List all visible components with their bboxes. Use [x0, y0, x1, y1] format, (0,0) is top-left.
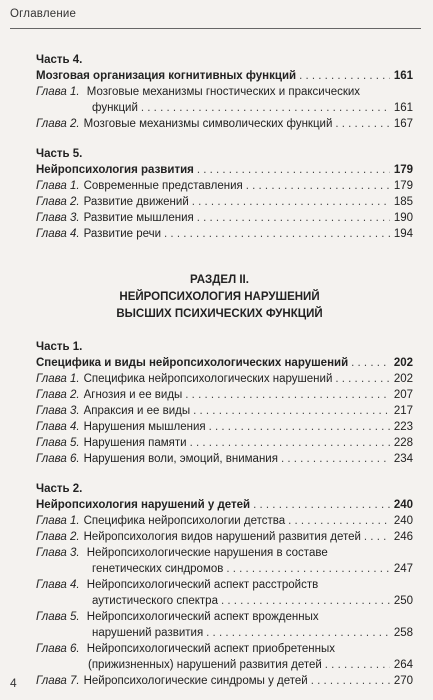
- dot-leader: [197, 210, 390, 226]
- page-ref: 161: [393, 102, 413, 114]
- page-ref: 228: [393, 437, 413, 449]
- chapter-label: Глава 2.: [36, 118, 80, 130]
- chapter-title-continued: генетических синдромов: [92, 563, 224, 575]
- chapter-label: Глава 2.: [36, 196, 80, 208]
- page-ref: 202: [393, 357, 413, 369]
- toc-entry[interactable]: [36, 513, 413, 529]
- toc-entry-first-line[interactable]: [36, 577, 413, 593]
- chapter-label: Глава 3.: [36, 547, 80, 559]
- page-ref: 194: [393, 228, 413, 240]
- chapter-label: Глава 5.: [36, 437, 80, 449]
- toc-entry[interactable]: [36, 371, 413, 387]
- chapter-label: Глава 7.: [36, 675, 80, 687]
- toc-entry-first-line[interactable]: [36, 84, 413, 100]
- page-ref: 223: [393, 421, 413, 433]
- toc-entry-first-line[interactable]: [36, 641, 413, 657]
- chapter-title: Апраксия и ее виды: [83, 405, 191, 417]
- page-ref: 250: [393, 595, 413, 607]
- chapter-title: Нарушения воли, эмоций, внимания: [83, 453, 278, 465]
- dot-leader: [335, 371, 390, 387]
- chapter-label: Глава 3.: [36, 212, 80, 224]
- page-ref: 270: [393, 675, 413, 687]
- chapter-label: Глава 4.: [36, 228, 80, 240]
- toc-entry[interactable]: [36, 403, 413, 419]
- header-rule: [10, 28, 421, 29]
- page-ref: 207: [393, 389, 413, 401]
- chapter-label: Глава 4.: [36, 579, 80, 591]
- toc-entry[interactable]: [36, 529, 413, 545]
- dot-leader: [193, 403, 390, 419]
- chapter-title: Нарушения мышления: [83, 421, 206, 433]
- chapter-label: Глава 1.: [36, 180, 80, 192]
- dot-leader: [351, 355, 390, 371]
- dot-leader: [206, 625, 390, 641]
- dot-leader: [192, 194, 390, 210]
- page-ref: 167: [393, 118, 413, 130]
- chapter-title: Нейропсихология видов нарушений развития детей: [83, 531, 361, 543]
- dot-leader: [253, 497, 390, 513]
- toc-entry[interactable]: [36, 435, 413, 451]
- chapter-title: Мозговые механизмы символических функций: [83, 118, 333, 130]
- chapter-title: Развитие речи: [83, 228, 162, 240]
- part-4-label: Часть 4.: [36, 54, 83, 66]
- dot-leader: [325, 657, 390, 673]
- chapter-title-continued: (прижизненных) нарушений развития детей: [88, 659, 322, 671]
- section-title-line-1: НЕЙРОПСИХОЛОГИЯ НАРУШЕНИЙ: [119, 291, 320, 303]
- toc-entry[interactable]: [36, 657, 413, 673]
- dot-leader: [311, 673, 390, 689]
- toc-entry[interactable]: [36, 194, 413, 210]
- toc-entry[interactable]: [36, 419, 413, 435]
- chapter-title: Современные представления: [83, 180, 243, 192]
- dot-leader: [197, 162, 390, 178]
- toc-entry[interactable]: [36, 226, 413, 242]
- dot-leader: [281, 451, 390, 467]
- dot-leader: [246, 178, 390, 194]
- s2-part-2-title-row[interactable]: [36, 497, 413, 513]
- page-ref: 202: [393, 373, 413, 385]
- chapter-label: Глава 1.: [36, 373, 80, 385]
- running-head: Оглавление: [10, 8, 77, 20]
- chapter-label: Глава 2.: [36, 531, 80, 543]
- page-ref: 234: [393, 453, 413, 465]
- page-ref: 161: [393, 70, 413, 82]
- page-ref: 179: [393, 164, 413, 176]
- s2-part-1-title-row[interactable]: [36, 355, 413, 371]
- chapter-label: Глава 3.: [36, 405, 80, 417]
- toc-entry[interactable]: [36, 451, 413, 467]
- chapter-title: Нейропсихологические нарушения в составе: [86, 547, 328, 559]
- dot-leader: [288, 513, 390, 529]
- page-ref: 258: [393, 627, 413, 639]
- dot-leader: [190, 435, 390, 451]
- toc-entry[interactable]: [36, 178, 413, 194]
- dot-leader: [141, 100, 390, 116]
- chapter-title: Мозговые механизмы гностических и праксических: [86, 86, 361, 98]
- toc-entry[interactable]: [36, 593, 413, 609]
- part-4-title-row[interactable]: [36, 68, 413, 84]
- chapter-title: Развитие движений: [83, 196, 189, 208]
- page-ref: 247: [393, 563, 413, 575]
- toc-entry[interactable]: [36, 210, 413, 226]
- toc-entry[interactable]: [36, 673, 413, 689]
- chapter-title: Специфика нейропсихологических нарушений: [83, 373, 333, 385]
- part-title: Мозговая организация когнитивных функций: [36, 70, 297, 82]
- part-5-label: Часть 5.: [36, 148, 83, 160]
- toc-entry[interactable]: [36, 387, 413, 403]
- page-ref: 246: [393, 531, 413, 543]
- chapter-title: Агнозия и ее виды: [83, 389, 183, 401]
- page-ref: 240: [393, 515, 413, 527]
- dot-leader: [364, 529, 390, 545]
- part-5-title-row[interactable]: [36, 162, 413, 178]
- dot-leader: [226, 561, 390, 577]
- chapter-label: Глава 1.: [36, 86, 80, 98]
- dot-leader: [335, 116, 390, 132]
- page-ref: 240: [393, 499, 413, 511]
- toc-entry[interactable]: [36, 625, 413, 641]
- chapter-title: Нейропсихологический аспект приобретенных: [86, 643, 336, 655]
- toc-entry[interactable]: [36, 116, 413, 132]
- chapter-label: Глава 1.: [36, 515, 80, 527]
- page-ref: 185: [393, 196, 413, 208]
- dot-leader: [209, 419, 390, 435]
- chapter-label: Глава 2.: [36, 389, 80, 401]
- chapter-title: Нейропсихологический аспект расстройств: [86, 579, 319, 591]
- part-title: Нейропсихология развития: [36, 164, 194, 176]
- toc-entry-first-line[interactable]: [36, 545, 413, 561]
- chapter-label: Глава 6.: [36, 643, 80, 655]
- chapter-label: Глава 5.: [36, 611, 80, 623]
- chapter-title: Нейропсихологический аспект врожденных: [86, 611, 319, 623]
- dot-leader: [221, 593, 390, 609]
- dot-leader: [185, 387, 390, 403]
- s2-part-1-label: Часть 1.: [36, 341, 83, 353]
- section-heading: РАЗДЕЛ II.: [190, 274, 249, 286]
- page-ref: 190: [393, 212, 413, 224]
- dot-leader: [164, 226, 390, 242]
- part-title: Нейропсихология нарушений у детей: [36, 499, 251, 511]
- chapter-title-continued: аутистического спектра: [92, 595, 218, 607]
- toc-content: [36, 52, 413, 689]
- chapter-title: Специфика нейропсихологии детства: [83, 515, 286, 527]
- chapter-title-continued: нарушений развития: [92, 627, 204, 639]
- s2-part-2-label: Часть 2.: [36, 483, 83, 495]
- dot-leader: [299, 68, 390, 84]
- part-title: Специфика и виды нейропсихологических нарушений: [36, 357, 349, 369]
- chapter-label: Глава 4.: [36, 421, 80, 433]
- chapter-title: Нейропсихологические синдромы у детей: [83, 675, 308, 687]
- page-ref: 217: [393, 405, 413, 417]
- page-ref: 179: [393, 180, 413, 192]
- page-number: 4: [10, 676, 17, 690]
- section-title-line-2: ВЫСШИХ ПСИХИЧЕСКИХ ФУНКЦИЙ: [116, 308, 323, 320]
- toc-entry[interactable]: [36, 100, 413, 116]
- chapter-title: Развитие мышления: [83, 212, 194, 224]
- chapter-title: Нарушения памяти: [83, 437, 187, 449]
- page-ref: 264: [393, 659, 413, 671]
- chapter-title-continued: функций: [92, 102, 138, 114]
- toc-entry-first-line[interactable]: [36, 609, 413, 625]
- chapter-label: Глава 6.: [36, 453, 80, 465]
- toc-entry[interactable]: [36, 561, 413, 577]
